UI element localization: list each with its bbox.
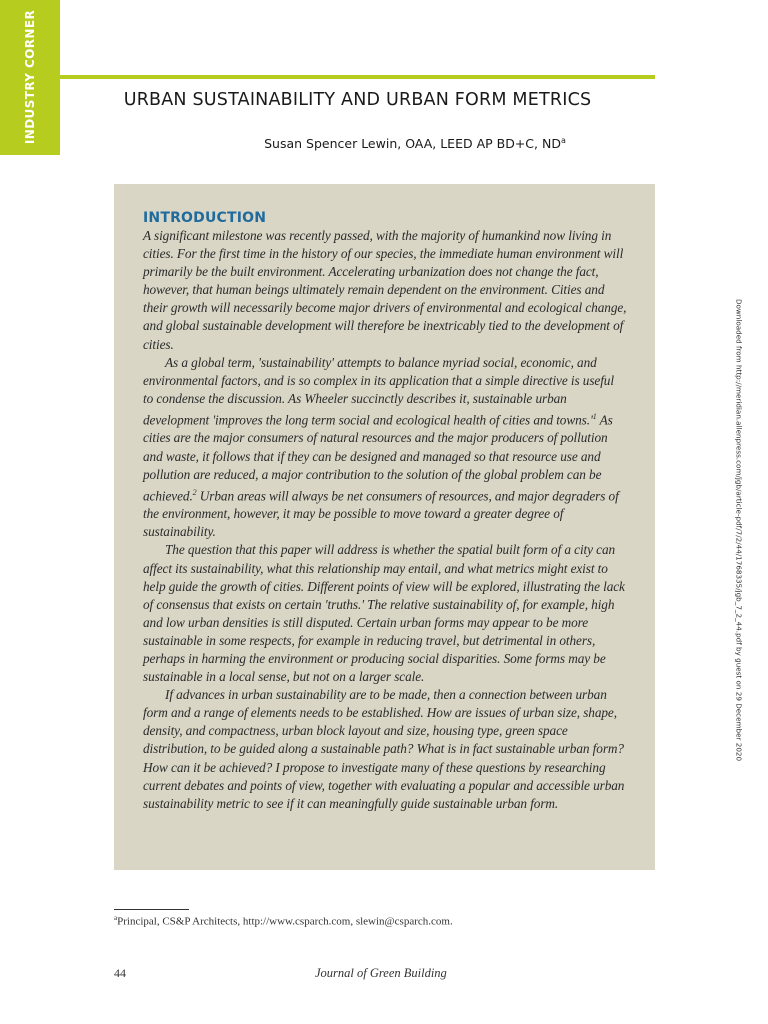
- article-title: URBAN SUSTAINABILITY AND URBAN FORM METRICS: [123, 90, 592, 110]
- author-name: Susan Spencer Lewin, OAA, LEED AP BD+C, ND: [264, 136, 561, 152]
- footnote-divider: [114, 909, 189, 910]
- paragraph-2-part-2: As cities are the major consumers of natural resources and the major producers of pollution and waste, it follows that if they can be designed and managed so that resource use and pollution are reduced, a major contribution to the solution of the global problem can be achieved.: [143, 412, 613, 504]
- paragraph-2-part-1: As a global term, 'sustainability' attempts to balance myriad social, economic, and environmental factors, and is so complex in its application that a simple directive is useful to condense the discussion. As Wheeler succinctly describes it, sustainable urban development 'improves the long term social and ecological health of cities and towns.': [143, 354, 614, 428]
- reference-1: 1: [592, 411, 597, 421]
- section-tab-label: INDUSTRY CORNER: [23, 9, 37, 145]
- intro-paragraph-3: The question that this paper will address is whether the spatial built form of a city can affect its sustainability, what this relationship may entail, and what metrics might exist to help guide the growth of cities. Different points of view will be explored, illustrating the lack of consensus that exists on certain 'truths.' The relative sustainability of, for example, high and low urban densities is still disputed. Certain urban forms may appear to be more sustainable in some respects, for example in reducing travel, but detrimental in others, perhaps in harming the environment or producing social disparities. Some forms may be sustainable in a local sense, but not on a larger scale.: [143, 542, 625, 685]
- journal-name: Journal of Green Building: [315, 966, 447, 980]
- introduction-heading: INTRODUCTION: [143, 210, 267, 226]
- footnote-mark: a: [114, 914, 118, 922]
- footnote-text: Principal, CS&P Architects, http://www.csparch.com, slewin@csparch.com.: [117, 915, 453, 928]
- article-author: [60, 136, 768, 151]
- author-footnote-mark: a: [560, 136, 566, 145]
- intro-paragraph-1: A significant milestone was recently passed, with the majority of humankind now living in cities. For the first time in the history of our species, the immediate human environment will primarily be the built environment. Accelerating urbanization does not change the fact, however, that human beings ultimately remain dependent on the environment. Cities and their growth will necessarily become major drivers of environmental and ecological change, and global sustainable development will therefore be inextricably tied to the development of cities.: [143, 228, 627, 352]
- paragraph-2-part-3: Urban areas will always be net consumers of resources, and major degraders of the environment, however, it may be possible to move toward a greater degree of sustainability.: [143, 488, 619, 540]
- reference-2: 2: [192, 487, 197, 497]
- download-note: Downloaded from http://meridian.allenpress.com/jgb/article-pdf/7/2/44/1768335/jgb_7_2_44.pdf by guest on 29 December 2020: [734, 298, 744, 762]
- section-tab: [0, 0, 60, 155]
- footnote: [114, 914, 453, 928]
- page-number: 44: [114, 966, 126, 980]
- intro-paragraph-4: If advances in urban sustainability are to be made, then a connection between urban form and a range of elements needs to be established. How are issues of urban size, shape, density, and compactness, urban block layout and size, housing type, green space distribution, to be guided along a sustainable path? What is in fact sustainable urban form? How can it be achieved? I propose to investigate many of these questions by researching current debates and points of view, together with evaluating a popular and accessible urban sustainability metric to see if it can meaningfully guide sustainable urban form.: [143, 687, 625, 811]
- header-rule: [60, 75, 655, 79]
- introduction-box: [114, 184, 655, 870]
- intro-paragraph-2: [143, 354, 627, 542]
